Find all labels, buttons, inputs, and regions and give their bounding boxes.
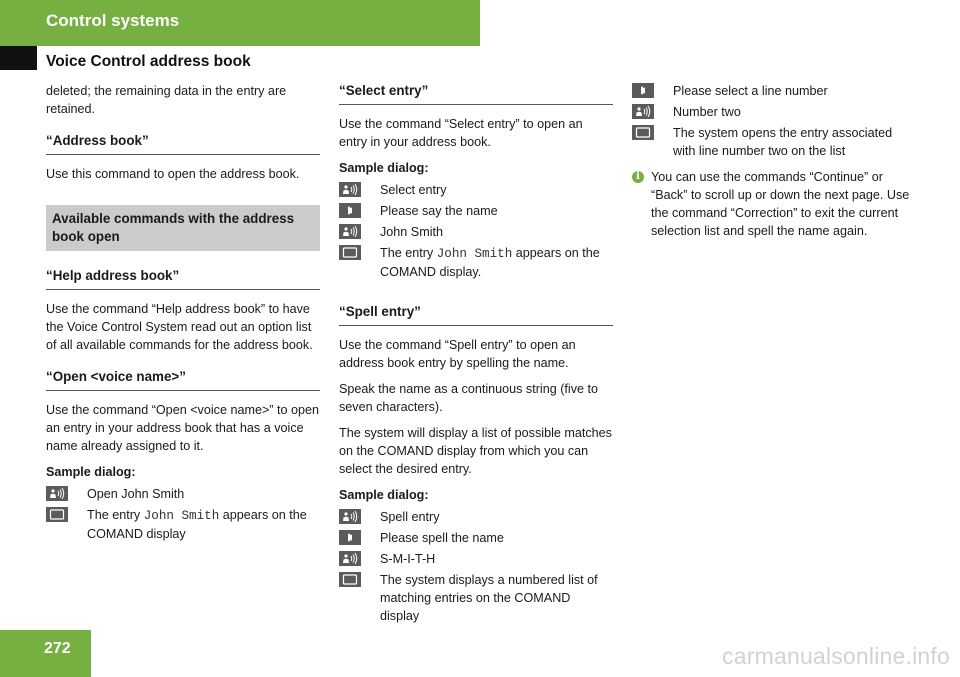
address-book-heading: “Address book” [46,132,320,155]
display-icon [339,245,361,260]
dialog-line [339,202,613,220]
dialog-line [46,485,320,503]
dialog-line [632,124,912,160]
system-voice-icon [339,203,361,218]
select-entry-text: Use the command “Select entry” to open an entry in your address book. [339,117,583,149]
dialog-line [339,529,613,547]
speaker-voice-icon [339,551,361,566]
spell-entry-text-3: The system will display a list of possible matches on the COMAND display from which you can select the desired entry. [339,426,612,476]
dialog-text: The system opens the entry associated with line number two on the list [673,126,893,158]
address-book-text: Use this command to open the address book. [46,167,300,181]
column-1 [46,82,320,546]
watermark: carmanualsonline.info [722,643,950,669]
speaker-voice-icon [339,224,361,239]
dialog-line [339,508,613,526]
dialog-line [339,550,613,568]
display-icon [339,572,361,587]
section-marker [0,46,37,70]
system-voice-icon [632,83,654,98]
dialog-text: Please say the name [380,204,498,218]
help-heading: “Help address book” [46,267,320,290]
display-icon [632,125,654,140]
sample-dialog-label: Sample dialog: [339,161,429,175]
dialog-text: Open John Smith [87,487,185,501]
intro-text: deleted; the remaining data in the entry are retained. [46,84,287,116]
chapter-title: Control systems [46,11,180,30]
dialog-text: Please spell the name [380,531,504,545]
speaker-voice-icon [339,509,361,524]
open-text: Use the command “Open <voice name>” to open an entry in your address book that has a voice name already assigned to it. [46,403,320,453]
help-text: Use the command “Help address book” to have the Voice Control System read out an option list of all available commands for the address book. [46,302,313,352]
dialog-text: John Smith [380,225,443,239]
dialog-line [46,506,320,543]
dialog-text: The entry John Smith appears on the COMAND display [87,508,307,541]
dialog-line [339,181,613,199]
dialog-text: Please select a line number [673,84,828,98]
column-3 [632,82,912,240]
dialog-text: Select entry [380,183,447,197]
system-voice-icon [339,530,361,545]
dialog-text: The system displays a numbered list of matching entries on the COMAND display [380,573,598,623]
section-title: Voice Control address book [46,53,251,70]
dialog-line [632,82,912,100]
dialog-text: The entry John Smith appears on the COMAND display. [380,246,600,279]
speaker-voice-icon [339,182,361,197]
dialog-line [339,571,613,625]
speaker-voice-icon [632,104,654,119]
info-icon: i [632,171,644,183]
sample-dialog-label: Sample dialog: [46,465,136,479]
dialog-text: Spell entry [380,510,440,524]
dialog-line [339,244,613,281]
spell-entry-text-1: Use the command “Spell entry” to open an address book entry by spelling the name. [339,338,576,370]
spell-entry-heading: “Spell entry” [339,303,613,326]
display-icon [46,507,68,522]
commands-box-heading: Available commands with the address book open [46,205,320,251]
sample-dialog-label: Sample dialog: [339,488,429,502]
page-number: 272 [44,640,71,657]
info-note [632,168,912,240]
info-text: You can use the commands “Continue” or “Back” to scroll up or down the next page. Use the command “Correction” to exit the current selection list and spell the name again. [651,170,910,238]
dialog-text: S-M-I-T-H [380,552,436,566]
dialog-text: Number two [673,105,741,119]
select-entry-heading: “Select entry” [339,82,613,105]
open-heading: “Open <voice name>” [46,368,320,391]
column-2 [339,82,613,628]
dialog-line [632,103,912,121]
speaker-voice-icon [46,486,68,501]
dialog-line [339,223,613,241]
spell-entry-text-2: Speak the name as a continuous string (five to seven characters). [339,382,599,414]
